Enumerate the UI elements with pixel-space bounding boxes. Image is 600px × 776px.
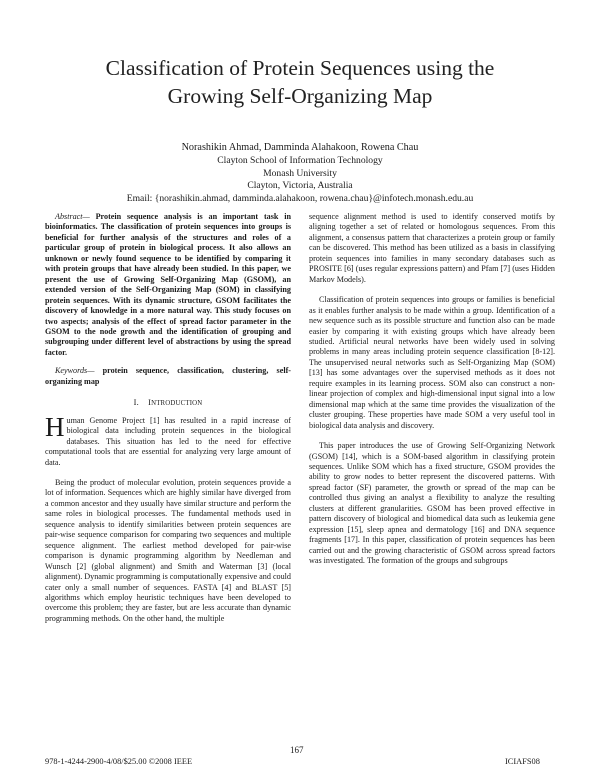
right-column — [309, 212, 555, 567]
left-column — [45, 212, 291, 624]
footer-isbn: 978-1-4244-2900-4/08/$25.00 ©2008 IEEE — [45, 757, 193, 766]
affiliation-university: Monash University — [263, 167, 337, 179]
affiliation-school: Clayton School of Information Technology — [217, 155, 383, 167]
abstract — [45, 212, 291, 358]
intro-paragraph-1-text: uman Genome Project [1] has resulted in a rapid increase of biological data including protein sequences in the biological databases. This situation has led to the need for effective computational tools that are essential for analyzing very large amount of data. — [45, 415, 291, 467]
abstract-text: Protein sequence analysis is an important task in bioinformatics. The classification of protein sequences into groups is beneficial for further analysis of the structures and roles of a particular group of protein in biological process. It also allows an unknown or newly found sequence to be identified by comparing it with protein groups that have already been studied. In this paper, we present the use of Growing Self-Organizing Map (GSOM), an extended version of the Self-Organizing Map (SOM) in classifying protein sequences. With its dynamic structure, GSOM facilitates the discovery of knowledge in a more natural way. This study focuses on two aspects; analysis of the effect of spread factor parameter in the GSOM to the node growth and the identification of grouping and subgrouping under different level of abstractions by using the spread factor. — [45, 212, 291, 357]
keywords-label: Keywords— — [55, 366, 95, 376]
section-number: I. — [133, 398, 139, 408]
keywords-text: protein sequence, classification, clustering, self-organizing map — [45, 366, 291, 386]
author-names: Norashikin Ahmad, Damminda Alahakoon, Rowena Chau — [181, 142, 419, 153]
intro-paragraph-2: Being the product of molecular evolution, protein sequences provide a lot of information. Sequences which are highly similar have diverged from a common ancestor and they usually have similar structure and perform the same roles in biological processes. The fundamental methods used in sequence analysis to identify similarities between protein sequences are pair-wise sequence comparison for comparing two sequences and multiple sequence alignment. The earliest method developed for pair-wise comparison is dynamic programming algorithm by Needleman and Wunsch [2] (global alignment) and Smith and Waterman [3] (local alignment). Dynamic programming is computationally expensive and could cater only a small number of sequences. FASTA [4] and BLAST [5] algorithms which employ heuristic techniques have been developed to overcome this problem; they are faster, but are less accurate than dynamic programming methods. On the other hand, the multiple — [45, 477, 291, 623]
title-line-1: Classification of Protein Sequences using the — [105, 56, 495, 80]
intro-paragraph-1 — [45, 411, 291, 468]
author-email: Email: {norashikin.ahmad, damminda.alahakoon, rowena.chau}@infotech.monash.edu.au — [126, 192, 474, 204]
author-block — [40, 142, 560, 205]
affiliation-location: Clayton, Victoria, Australia — [247, 180, 353, 192]
page-number: 167 — [290, 745, 304, 755]
paper-title — [40, 54, 560, 110]
right-paragraph-3: This paper introduces the use of Growing Self-Organizing Network (GSOM) [14], which is a SOM-based algorithm in classifying protein sequences. Unlike SOM which has a fixed structure, GSOM provides the ability to grow nodes to better represent the discovered patterns. With spread factor (SF) parameter, the growth or spread of the map can be controlled thus giving an analyst a flexibility to analyze the resulting clusters at different granularities. GSOM has been proved effective in pattern discovery of biological and biomedical data such as leukemia gene expression [15], sleep apnea and dermatology [16] and DNA sequence fragments [17]. In this paper, classification of protein sequences has been carried out and the growing characteristic of GSOM across spread factors was investigated. The formation of the groups and subgroups — [309, 441, 555, 566]
right-paragraph-1: sequence alignment method is used to identify conserved motifs by aligning together a set of related or homologous sequences. From this alignment, a consensus pattern that characterizes a protein group or family can be discovered. This method has been utilized as a basis in classifying protein sequences into families in many secondary databases such as PROSITE [6] (uses regular expressions pattern) and Pfam [7] (uses Hidden Markov Models). — [309, 212, 555, 284]
footer-conference: ICIAFS08 — [505, 757, 540, 766]
keywords — [45, 366, 291, 387]
abstract-label: Abstract— — [55, 212, 90, 221]
drop-cap: H — [45, 411, 65, 442]
section-title-rest: NTRODUCTION — [151, 400, 203, 408]
section-title-initial: I — [148, 398, 152, 408]
title-line-2: Growing Self-Organizing Map — [167, 84, 433, 108]
right-paragraph-2: Classification of protein sequences into groups or families is beneficial as it enables further analysis to be made within a group. Identification of a new sequence such as its possible structure and function also can be made easier by comparing it with existing groups which have already been studied. Artificial neural networks have been widely used in solving problems in many areas including protein sequence classification [8-12]. The unsupervised neural networks such as Self-Organizing Map (SOM) [13] has some advantages over the supervised methods as it does not require examples in its learning process. SOM also can construct a non-linear projection of complex and high-dimensional input signal into a low dimensional map which at the same time provides the visualization of the cluster grouping. These properties have made SOM a very useful tool in biological data analysis and discovery. — [309, 295, 555, 430]
section-heading-introduction — [45, 398, 291, 409]
